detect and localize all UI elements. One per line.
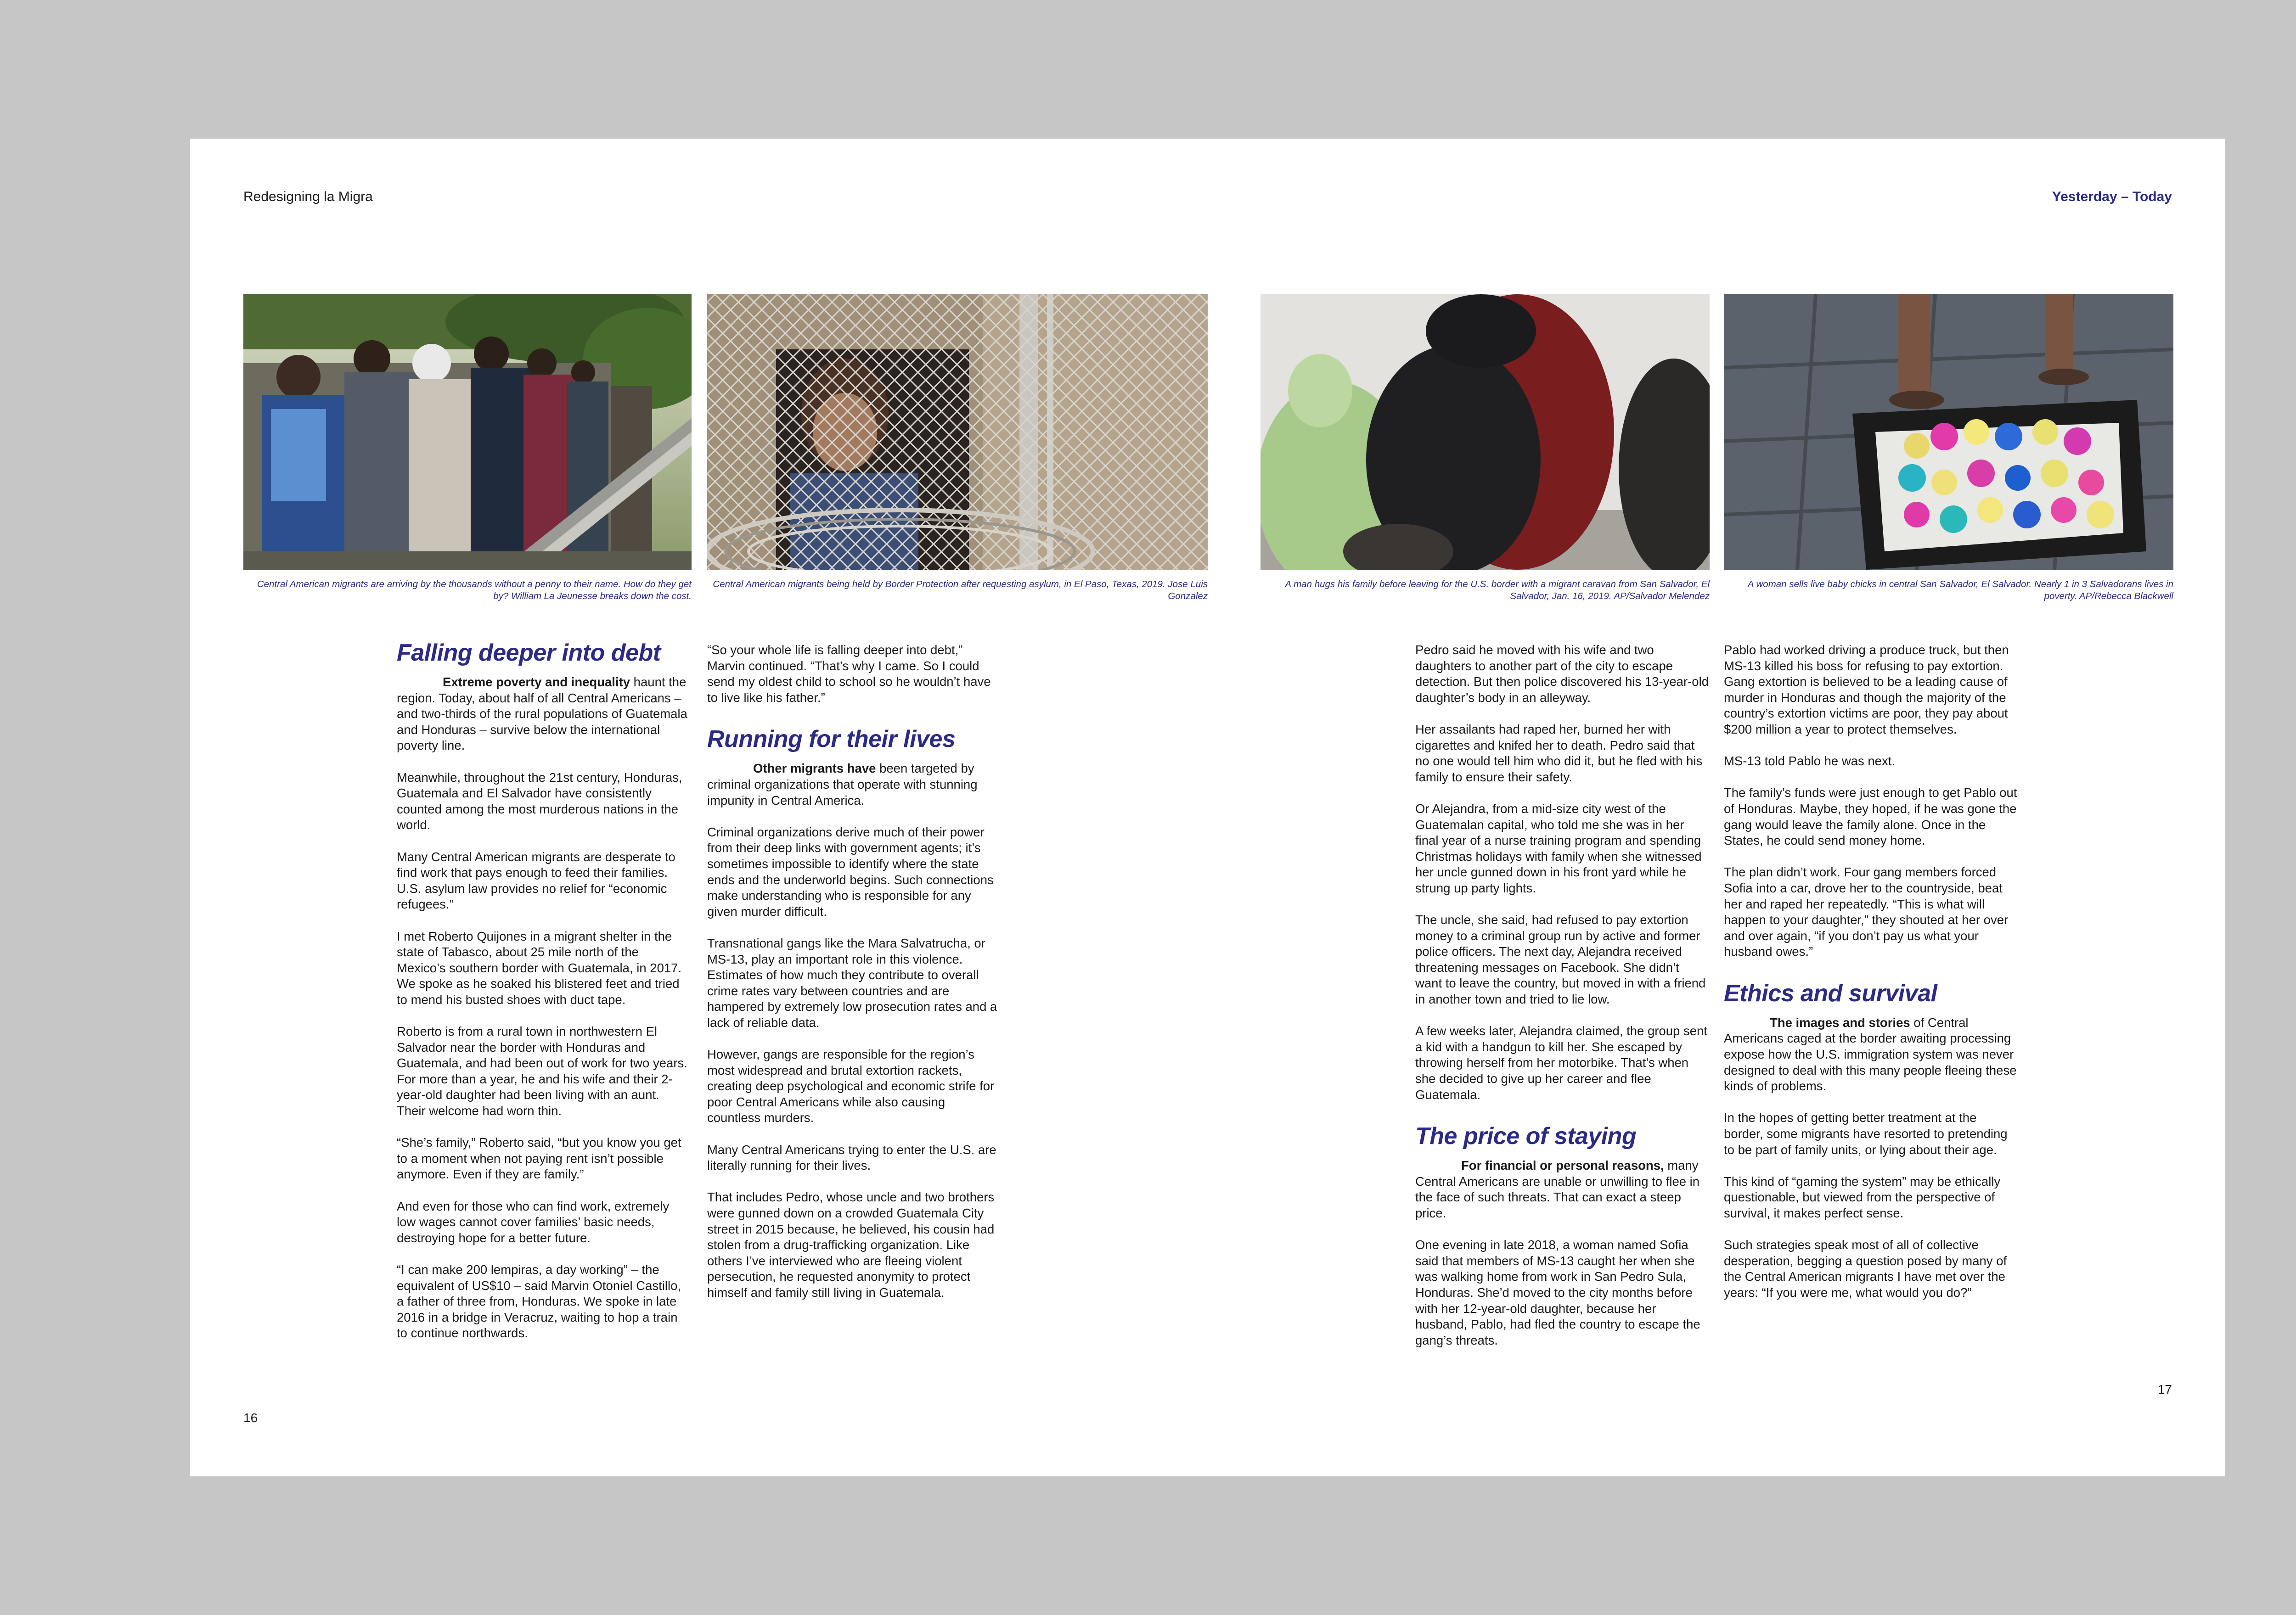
article-paragraph: Meanwhile, throughout the 21st century, Honduras, Guatemala and El Salvador have consistently counted among the most murderous nations in the world. (397, 770, 682, 832)
article-paragraph: “She’s family,” Roberto said, “but you know you get to a moment when not paying rent isn’t possible anymore. Even if they are family.” (397, 1135, 681, 1182)
article-column-4 (1724, 642, 2018, 1301)
article-paragraph: Pablo had worked driving a produce truck, but then MS-13 killed his boss for refusing to pay extortion. Gang extortion is believed to be a leading cause of murder in Honduras and though the majority of the country’s extortion victims are poor, they pay about $200 million a year to protect themselves. (1724, 643, 2009, 736)
article-paragraph: For financial or personal reasons, many Central Americans are unable or unwilling to flee in the face of such threats. That can exact a steep price. (1415, 1158, 1700, 1220)
article-paragraph: The family’s funds were just enough to get Pablo out of Honduras. Maybe, they hoped, if he was gone the gang would leave the family alone. Once in the States, he could send money home. (1724, 785, 2017, 848)
article-column-1 (397, 638, 691, 1341)
photo-caption: Central American migrants are arriving by the thousands without a penny to their name. How do they get by? William La Jeunesse breaks down the cost. (257, 579, 692, 601)
article-paragraph: “I can make 200 lempiras, a day working” – the equivalent of US$10 – said Marvin Otoniel Castillo, a father of three from, Honduras. We spoke in late 2016 in a bridge in Veracruz, waiting to hop a train to continue northwards. (397, 1262, 681, 1340)
child-behind-fence-photo (707, 294, 1208, 570)
page-number-right: 17 (2157, 1382, 2172, 1396)
article-paragraph: “So your whole life is falling deeper into debt,” Marvin continued. “That’s why I came. So I could send my oldest child to school so he wouldn’t have to live like his father.” (707, 643, 991, 705)
article-paragraph: Or Alejandra, from a mid-size city west of the Guatemalan capital, who told me she was in her final year of a nurse training program and spending Christmas holidays with family when she witnessed her uncle gunned down in his front yard while he strung up party lights. (1415, 801, 1702, 895)
section-heading: Running for their lives (707, 726, 956, 753)
section-heading: Ethics and survival (1724, 980, 1937, 1007)
lead-in: Other migrants have (753, 761, 876, 776)
baby-chicks-photo (1724, 294, 2173, 570)
photo-caption: Central American migrants being held by Border Protection after requesting asylum, in El Paso, Texas, 2019. Jose Luis Gonzalez (713, 579, 1208, 601)
article-paragraph: Many Central American migrants are desperate to find work that pays enough to feed their families. U.S. asylum law provides no relief for “economic refugees.” (397, 849, 675, 912)
lead-in: Extreme poverty and inequality (443, 675, 630, 689)
section-heading: The price of staying (1415, 1123, 1637, 1150)
article-paragraph: Transnational gangs like the Mara Salvatrucha, or MS-13, play an important role in this violence. Estimates of how much they contribute to overall crime rates vary between countries and are hampered by extremely low prosecution rates and a lack of reliable data. (707, 936, 997, 1030)
article-paragraph: One evening in late 2018, a woman named Sofia said that members of MS-13 caught her when she was walking home from work in San Pedro Sula, Honduras. She’d moved to the city months before with her 12-year-old daughter, because her husband, Pablo, had fled the country to escape the gang’s threats. (1415, 1238, 1700, 1347)
article-paragraph: Her assailants had raped her, burned her with cigarettes and knifed her to death. Pedro said that no one would tell him who did it, but he fled with his family to ensure their safety. (1415, 722, 1703, 784)
article-paragraph: Pedro said he moved with his wife and two daughters to another part of the city to escape detection. But then police discovered his 13-year-old daughter’s body in an alleyway. (1415, 643, 1709, 705)
running-head-left: Redesigning la Migra (243, 189, 373, 204)
article-paragraph: This kind of “gaming the system” may be ethically questionable, but viewed from the perspective of survival, it makes perfect sense. (1724, 1174, 2001, 1220)
photo-caption: A woman sells live baby chicks in central San Salvador, El Salvador. Nearly 1 in 3 Salvadorans lives in poverty. AP/Rebecca Blackwell (1747, 579, 2173, 601)
article-paragraph: The plan didn’t work. Four gang members forced Sofia into a car, drove her to the countryside, beat her and raped her repeatedly. “This is what will happen to your daughter,” they shouted at her over and over again, “if you don’t pay us what your husband owes.” (1724, 865, 2009, 959)
article-paragraph: In the hopes of getting better treatment at the border, some migrants have resorted to pretending to be part of family units, or lying about their age. (1724, 1110, 2008, 1157)
page-number-left: 16 (243, 1411, 258, 1425)
lead-in: For financial or personal reasons, (1461, 1158, 1664, 1173)
article-paragraph: The uncle, she said, had refused to pay extortion money to a criminal group run by active and former police officers. The next day, Alejandra received threatening messages on Facebook. She didn’t want to leave the country, but moved in with a friend in another town and tried to lie low. (1415, 913, 1706, 1007)
section-heading: Falling deeper into debt (397, 639, 661, 666)
article-paragraph: Such strategies speak most of all of collective desperation, begging a question posed by many of the Central American migrants I have met over the years: “If you were me, what would you do?” (1724, 1238, 2007, 1300)
article-paragraph: Extreme poverty and inequality haunt the region. Today, about half of all Central Americans – and two-thirds of the rural populations of Guatemala and Honduras – survive below the international poverty line. (397, 675, 687, 753)
article-paragraph: The images and stories of Central Americans caged at the border awaiting processing expose how the U.S. immigration system was never designed to deal with this many people fleeing these kinds of problems. (1724, 1015, 2017, 1093)
article-paragraph: Criminal organizations derive much of their power from their deep links with government agents; it’s sometimes impossible to identify where the state ends and the underworld begins. Such connections make understanding who is responsible for any given murder difficult. (707, 824, 994, 919)
article-paragraph: A few weeks later, Alejandra claimed, the group sent a kid with a handgun to kill her. She escaped by throwing herself from her motorbike. That’s when she decided to give up her career and flee Guatemala. (1415, 1024, 1707, 1102)
magazine-spread (190, 139, 2225, 1476)
article-paragraph: That includes Pedro, whose uncle and two brothers were gunned down on a crowded Guatemala City street in 2015 because, he believed, his cousin had stolen from a drug-trafficking organization. Like others I’ve interviewed who are fleeing violent persecution, he requested anonymity to protect himself and family still living in Guatemala. (707, 1190, 995, 1300)
article-paragraph: Many Central Americans trying to enter the U.S. are literally running for their lives. (707, 1142, 996, 1173)
family-hug-photo (1261, 294, 1710, 570)
lead-in: The images and stories (1770, 1015, 1910, 1030)
article-column-2 (707, 642, 1001, 1301)
article-paragraph: Roberto is from a rural town in northwestern El Salvador near the border with Honduras and Guatemala, and had been out of work for two years. For more than a year, he and his wife and their 2-year-old daughter had been living with an aunt. Their welcome had worn thin. (397, 1024, 687, 1118)
migrants-walking-photo (243, 294, 692, 570)
article-paragraph: I met Roberto Quijones in a migrant shelter in the state of Tabasco, about 25 mile north of the Mexico’s southern border with Guatemala, in 2017. We spoke as he soaked his blistered feet and tried to mend his busted shoes with duct tape. (397, 929, 682, 1007)
article-column-3 (1415, 642, 1709, 1348)
photo-caption: A man hugs his family before leaving for the U.S. border with a migrant caravan from San Salvador, El Salvador, Jan. 16, 2019. AP/Salvador Melendez (1285, 579, 1710, 601)
article-paragraph: And even for those who can find work, extremely low wages cannot cover families’ basic needs, destroying hope for a better future. (397, 1199, 670, 1245)
article-paragraph: Other migrants have been targeted by criminal organizations that operate with stunning impunity in Central America. (707, 761, 978, 808)
article-paragraph: MS-13 told Pablo he was next. (1724, 754, 1895, 768)
article-paragraph: However, gangs are responsible for the region’s most widespread and brutal extortion rackets, creating deep psychological and economic strife for poor Central Americans while also causing countless murders. (707, 1047, 995, 1125)
running-head-right: Yesterday – Today (2052, 189, 2172, 204)
